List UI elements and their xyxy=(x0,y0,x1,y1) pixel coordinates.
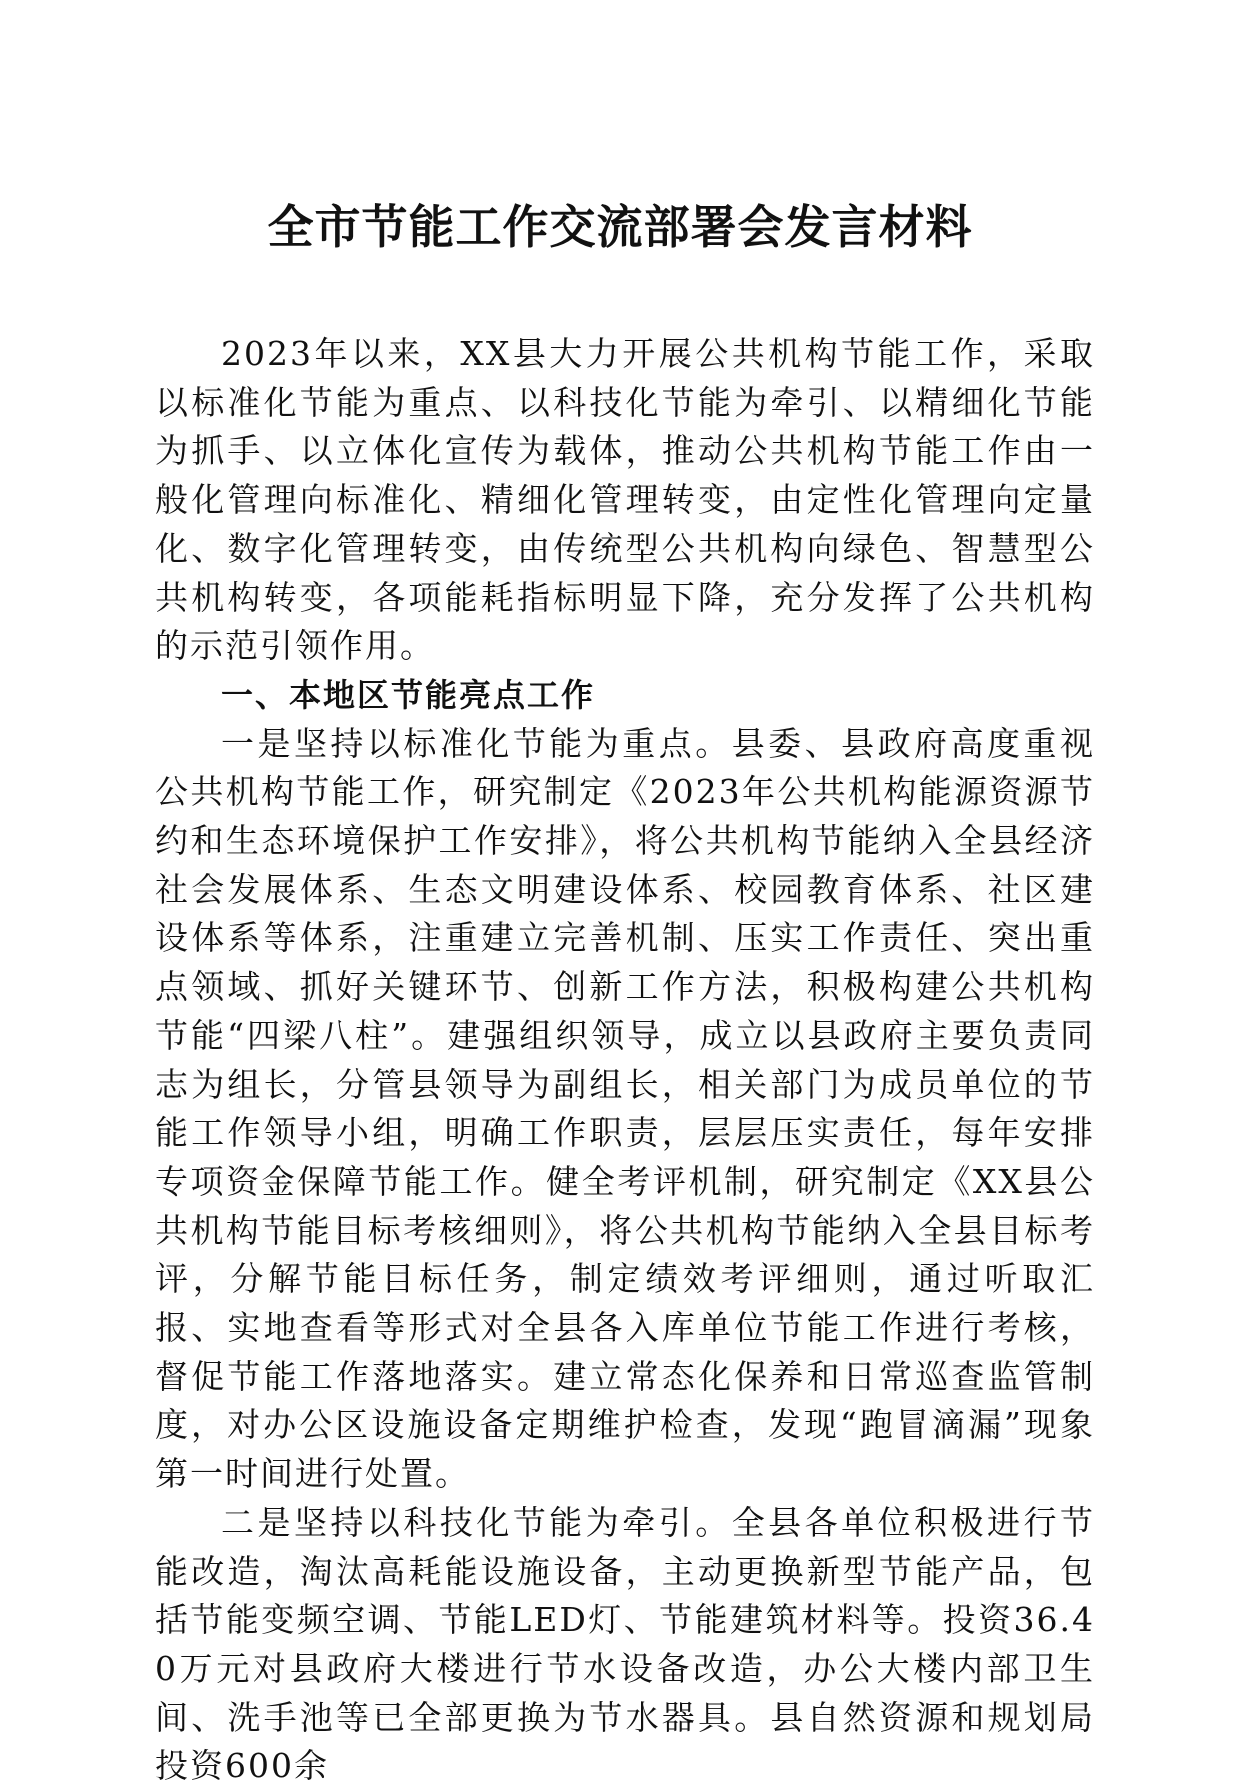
document-body xyxy=(155,330,1095,1791)
document-title: 全市节能工作交流部署会发言材料 xyxy=(267,200,973,254)
paragraph-standardization: 一是坚持以标准化节能为重点。县委、县政府高度重视公共机构节能工作，研究制定《2023年公共机构能源资源节约和生态环境保护工作安排》，将公共机构节能纳入全县经济社会发展体系、生态文明建设体系、校园教育体系、社区建设体系等体系，注重建立完善机制、压实工作责任、突出重点领域、抓好关键环节、创新工作方法，积极构建公共机构节能“四梁八柱”。建强组织领导，成立以县政府主要负责同志为组长，分管县领导为副组长，相关部门为成员单位的节能工作领导小组，明确工作职责，层层压实责任，每年安排专项资金保障节能工作。健全考评机制，研究制定《XX县公共机构节能目标考核细则》，将公共机构节能纳入全县目标考评，分解节能目标任务，制定绩效考评细则，通过听取汇报、实地查看等形式对全县各入库单位节能工作进行考核，督促节能工作落地落实。建立常态化保养和日常巡查监管制度，对办公区设施设备定期维护检查，发现“跑冒滴漏”现象第一时间进行处置。 xyxy=(155,723,1095,1494)
intro-paragraph: 2023年以来，XX县大力开展公共机构节能工作，采取以标准化节能为重点、以科技化节能为牵引、以精细化节能为抓手、以立体化宣传为载体，推动公共机构节能工作由一般化管理向标准化、精细化管理转变，由定性化管理向定量化、数字化管理转变，由传统型公共机构向绿色、智慧型公共机构转变，各项能耗指标明显下降，充分发挥了公共机构的示范引领作用。 xyxy=(155,334,1095,666)
paragraph-technology: 二是坚持以科技化节能为牵引。全县各单位积极进行节能改造，淘汰高耗能设施设备，主动更换新型节能产品，包括节能变频空调、节能LED灯、节能建筑材料等。投资36.40万元对县政府大楼进行节水设备改造，办公大楼内部卫生间、洗手池等已全部更换为节水器具。县自然资源和规划局投资600余 xyxy=(155,1502,1095,1786)
section-heading: 一、本地区节能亮点工作 xyxy=(221,675,596,714)
